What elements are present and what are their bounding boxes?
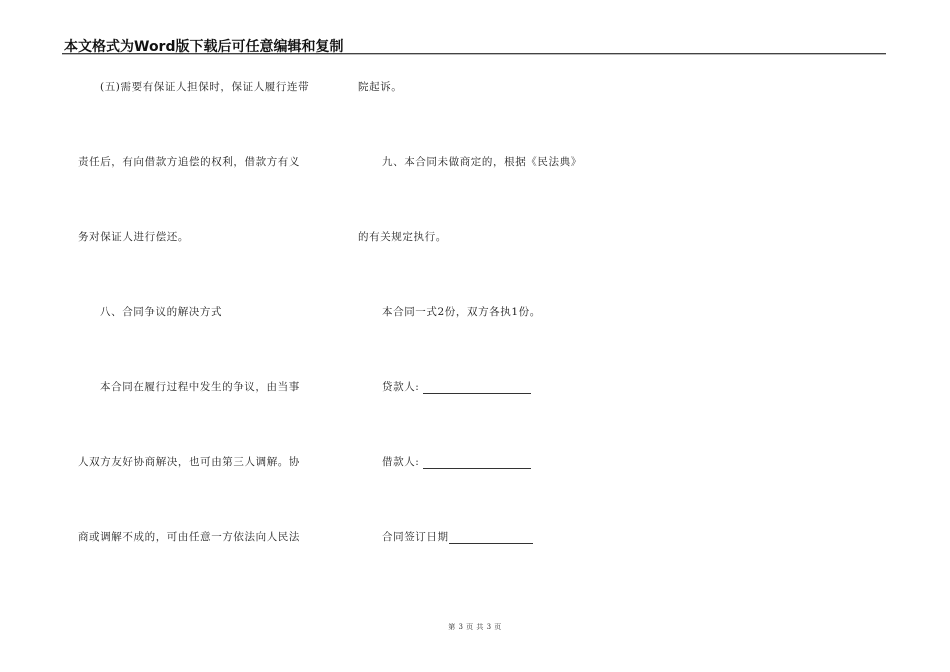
lender-label: 贷款人: [382, 381, 420, 393]
left-line-6: 人双方友好协商解决，也可由第三人调解。协 [78, 456, 300, 468]
lender-signature-row [382, 379, 531, 394]
borrower-signature-row [382, 454, 531, 469]
borrower-label: 借款人: [382, 456, 420, 468]
borrower-signature-blank [423, 457, 531, 469]
sign-date-row [382, 529, 533, 544]
header-divider [62, 53, 886, 55]
left-line-2: 责任后，有向借款方追偿的权利，借款方有义 [78, 156, 300, 168]
right-line-1: 院起诉。 [358, 81, 403, 93]
sign-date-blank [449, 532, 533, 544]
right-line-3: 的有关规定执行。 [358, 231, 447, 243]
document-header-title: 本文格式为Word版下载后可任意编辑和复制 [64, 39, 344, 55]
copies-clause: 本合同一式2份，双方各执1份。 [382, 306, 541, 318]
left-line-1: (五)需要有保证人担保时，保证人履行连带 [100, 81, 310, 93]
section-heading-other: 九、本合同未做商定的，根据《民法典》 [382, 156, 582, 168]
sign-date-label: 合同签订日期 [382, 531, 449, 543]
left-line-7: 商或调解不成的，可由任意一方依法向人民法 [78, 531, 300, 543]
page-number-footer: 第 3 页 共 3 页 [448, 623, 502, 631]
left-line-5: 本合同在履行过程中发生的争议，由当事 [100, 381, 300, 393]
left-line-3: 务对保证人进行偿还。 [78, 231, 189, 243]
section-heading-dispute: 八、合同争议的解决方式 [100, 306, 223, 318]
lender-signature-blank [423, 382, 531, 394]
